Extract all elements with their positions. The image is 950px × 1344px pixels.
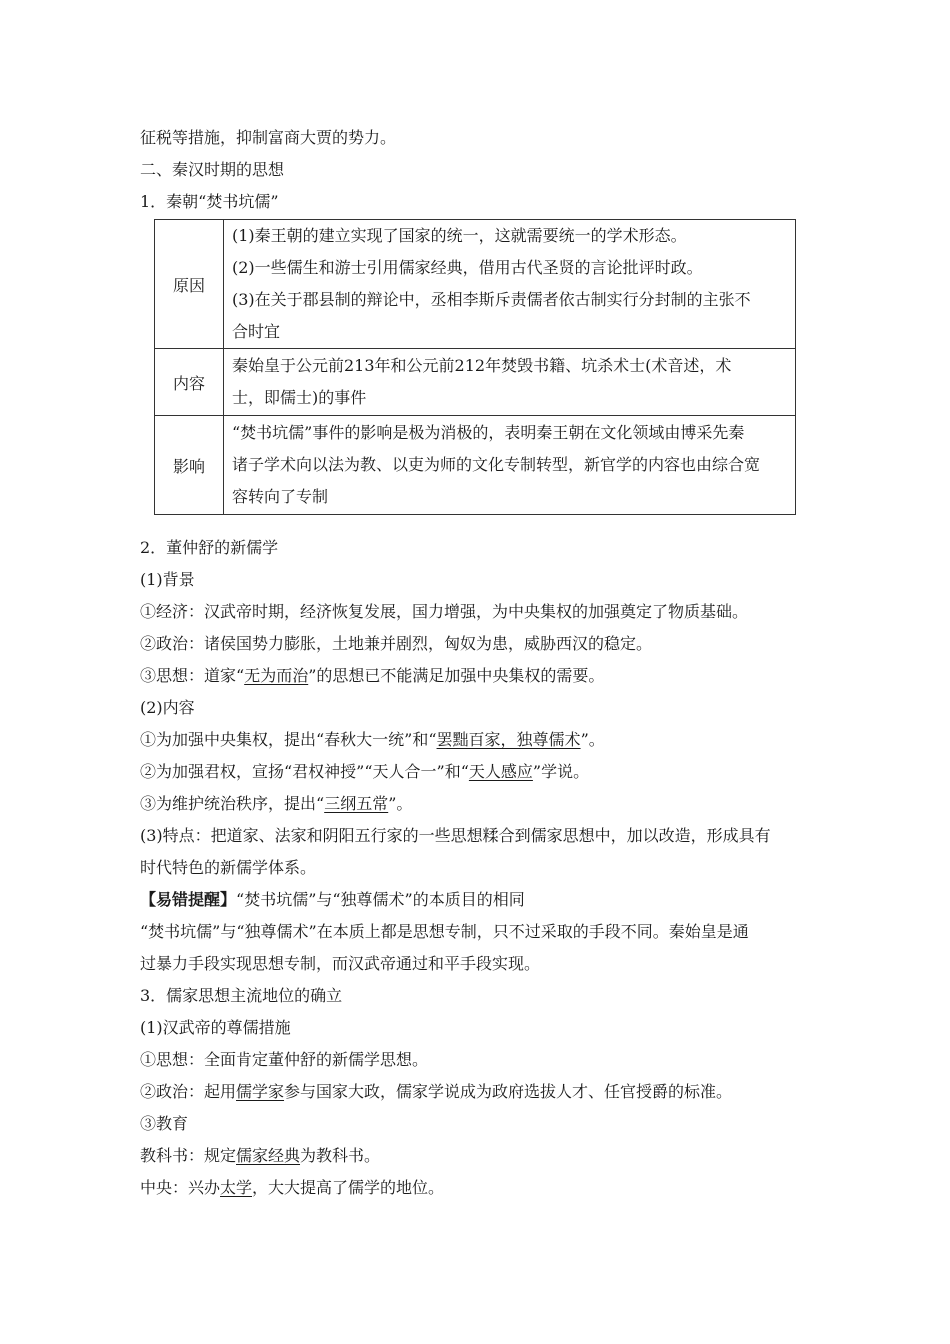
table-row <box>155 220 796 349</box>
text-segment: 为教科书。 <box>300 1146 381 1165</box>
text-line <box>140 756 820 788</box>
text-segment: ②政治：起用 <box>140 1082 237 1101</box>
text-line: (3)特点：把道家、法家和阴阳五行家的一些思想糅合到儒家思想中，加以改造，形成具有 <box>140 826 771 845</box>
text-segment: ”。 <box>388 794 413 813</box>
row-content <box>224 220 796 349</box>
table-row <box>155 416 796 515</box>
text-segment: 参与国家大政，儒家学说成为政府选拔人才、任官授爵的标准。 <box>284 1082 733 1101</box>
text-segment: ”学说。 <box>532 762 590 781</box>
underlined-term: 罢黜百家，独尊儒术 <box>436 730 581 749</box>
row-header: 内容 <box>155 349 224 416</box>
text-segment: ”。 <box>580 730 605 749</box>
cell-line: 合时宜 <box>232 322 281 341</box>
cell-line: (3)在关于郡县制的辩论中，丞相李斯斥责儒者依古制实行分封制的主张不 <box>232 290 751 309</box>
text-line <box>140 660 820 692</box>
underlined-term: 儒家经典 <box>236 1146 301 1165</box>
cell-line: (1)秦王朝的建立实现了国家的统一，这就需要统一的学术形态。 <box>232 226 687 245</box>
text-segment: ②为加强君权，宣扬“君权神授”“天人合一”和“ <box>140 762 469 781</box>
tip-heading <box>140 884 820 916</box>
text-line: 征税等措施，抑制富商大贾的势力。 <box>140 128 397 147</box>
text-line: “焚书坑儒”与“独尊儒术”在本质上都是思想专制，只不过采取的手段不同。秦始皇是通 <box>140 922 749 941</box>
section-heading: 二、秦汉时期的思想 <box>140 160 285 179</box>
underlined-term: 三纲五常 <box>324 794 389 813</box>
cell-line: 秦始皇于公元前213年和公元前212年焚毁书籍、坑杀术士(术音述，术 <box>232 356 732 375</box>
tip-label: 【易错提醒】 <box>140 890 237 909</box>
text-segment: ③思想：道家“ <box>140 666 245 685</box>
text-line: (2)内容 <box>140 698 195 717</box>
tip-title: “焚书坑儒”与“独尊儒术”的本质目的相同 <box>236 890 525 909</box>
text-segment: 中央：兴办 <box>140 1178 221 1197</box>
text-segment: ，大大提高了儒学的地位。 <box>252 1178 445 1197</box>
subsection-heading: 2．董仲舒的新儒学 <box>140 538 279 557</box>
text-segment: ”的思想已不能满足加强中央集权的需要。 <box>308 666 605 685</box>
text-line: (1)背景 <box>140 570 195 589</box>
underlined-term: 儒学家 <box>236 1082 285 1101</box>
row-header: 影响 <box>155 416 224 515</box>
table-row <box>155 349 796 416</box>
text-line: (1)汉武帝的尊儒措施 <box>140 1018 291 1037</box>
text-line: ③教育 <box>140 1114 189 1133</box>
text-line <box>140 1140 820 1172</box>
text-segment: ①为加强中央集权，提出“春秋大一统”和“ <box>140 730 437 749</box>
subsection-heading: 3．儒家思想主流地位的确立 <box>140 986 343 1005</box>
text-line: ①经济：汉武帝时期，经济恢复发展，国力增强，为中央集权的加强奠定了物质基础。 <box>140 602 749 621</box>
underlined-term: 无为而治 <box>244 666 309 685</box>
cell-line: “焚书坑儒”事件的影响是极为消极的，表明秦王朝在文化领域由博采先秦 <box>232 423 745 442</box>
text-segment: ③为维护统治秩序，提出“ <box>140 794 325 813</box>
qin-book-burning-table <box>154 219 796 515</box>
cell-line: 士，即儒士)的事件 <box>232 388 367 407</box>
text-line: ②政治：诸侯国势力膨胀，土地兼并剧烈，匈奴为患，威胁西汉的稳定。 <box>140 634 653 653</box>
text-line: 时代特色的新儒学体系。 <box>140 858 317 877</box>
cell-line: 容转向了专制 <box>232 487 329 506</box>
text-line: 过暴力手段实现思想专制，而汉武帝通过和平手段实现。 <box>140 954 541 973</box>
underlined-term: 天人感应 <box>468 762 533 781</box>
text-line <box>140 788 820 820</box>
underlined-term: 太学 <box>220 1178 253 1197</box>
subsection-heading: 1．秦朝“焚书坑儒” <box>140 192 279 211</box>
text-line <box>140 724 820 756</box>
text-segment: 教科书：规定 <box>140 1146 237 1165</box>
row-header: 原因 <box>155 220 224 349</box>
cell-line: (2)一些儒生和游士引用儒家经典，借用古代圣贤的言论批评时政。 <box>232 258 703 277</box>
text-line: ①思想：全面肯定董仲舒的新儒学思想。 <box>140 1050 429 1069</box>
cell-line: 诸子学术向以法为教、以吏为师的文化专制转型，新官学的内容也由综合宽 <box>232 455 761 474</box>
text-line <box>140 1172 820 1204</box>
text-line <box>140 1076 820 1108</box>
row-content <box>224 416 796 515</box>
row-content <box>224 349 796 416</box>
